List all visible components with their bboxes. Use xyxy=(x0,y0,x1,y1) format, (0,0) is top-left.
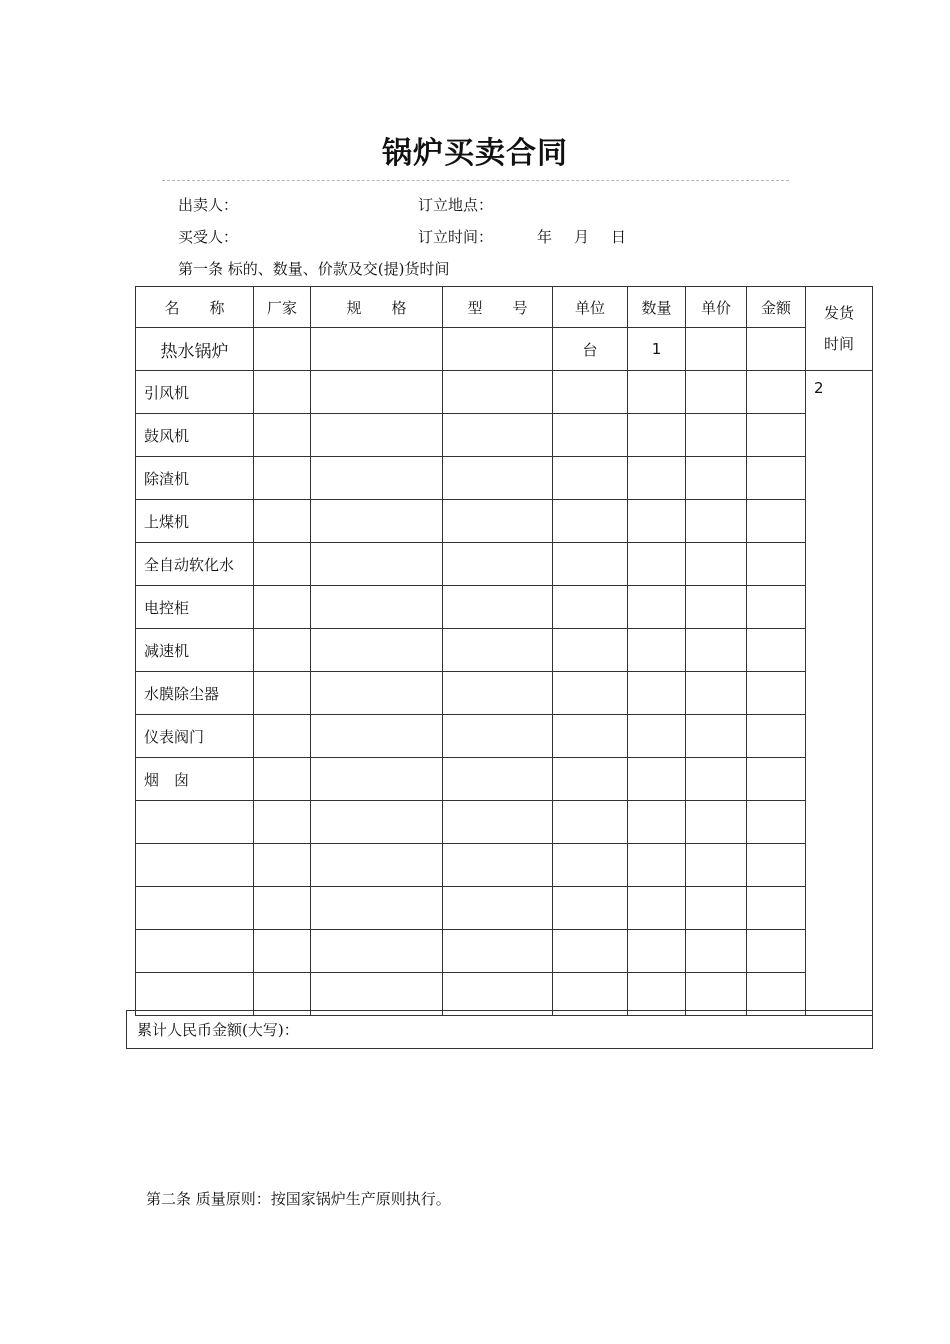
cell-amount xyxy=(747,543,806,586)
cell-name xyxy=(136,801,254,844)
cell-name: 热水锅炉 xyxy=(136,328,254,371)
cell-name: 鼓风机 xyxy=(136,414,254,457)
cell-spec xyxy=(311,930,443,973)
seller-label: 出卖人： xyxy=(178,196,239,214)
cell-unit-price xyxy=(686,887,747,930)
cell-quantity xyxy=(628,586,686,629)
cell-quantity: 1 xyxy=(628,328,686,371)
cell-name xyxy=(136,930,254,973)
year-label: 年 xyxy=(537,228,553,246)
cell-model xyxy=(443,758,553,801)
table-row xyxy=(136,844,873,887)
cell-maker xyxy=(254,758,311,801)
table-row xyxy=(136,414,873,457)
cell-amount xyxy=(747,586,806,629)
cell-quantity xyxy=(628,672,686,715)
cell-unit-price xyxy=(686,758,747,801)
table-row xyxy=(136,887,873,930)
header-maker: 厂家 xyxy=(254,287,311,328)
cell-name xyxy=(136,844,254,887)
cell-name: 除渣机 xyxy=(136,457,254,500)
cell-maker xyxy=(254,586,311,629)
cell-unit-price xyxy=(686,672,747,715)
cell-ship-time xyxy=(806,371,873,1016)
cell-quantity xyxy=(628,371,686,414)
cell-amount xyxy=(747,930,806,973)
header-spec: 规 格 xyxy=(311,287,443,328)
cell-maker xyxy=(254,715,311,758)
cell-maker xyxy=(254,672,311,715)
cell-unit-price xyxy=(686,543,747,586)
cell-unit-price xyxy=(686,457,747,500)
buyer-label: 买受人： xyxy=(178,228,239,246)
cell-model xyxy=(443,586,553,629)
cell-name: 电控柜 xyxy=(136,586,254,629)
table-row xyxy=(136,543,873,586)
title-divider xyxy=(162,180,789,181)
cell-unit-price xyxy=(686,629,747,672)
cell-model xyxy=(443,801,553,844)
time-label: 订立时间： xyxy=(418,228,494,246)
cell-amount xyxy=(747,371,806,414)
cell-unit xyxy=(553,543,628,586)
cell-spec xyxy=(311,500,443,543)
cell-unit xyxy=(553,629,628,672)
cell-unit xyxy=(553,715,628,758)
cell-spec xyxy=(311,328,443,371)
table-row xyxy=(136,672,873,715)
cell-model xyxy=(443,414,553,457)
table-row xyxy=(136,586,873,629)
cell-unit-price xyxy=(686,844,747,887)
cell-maker xyxy=(254,543,311,586)
table-header-row xyxy=(136,287,873,328)
cell-unit-price xyxy=(686,328,747,371)
goods-table xyxy=(135,286,873,1016)
cell-name: 水膜除尘器 xyxy=(136,672,254,715)
article-1-heading: 第一条 标的、数量、价款及交(提)货时间 xyxy=(178,260,450,278)
header-ship-time-line1: 发货 xyxy=(823,303,854,322)
cell-unit-price xyxy=(686,586,747,629)
cell-unit xyxy=(553,930,628,973)
cell-quantity xyxy=(628,715,686,758)
cell-model xyxy=(443,328,553,371)
cell-model xyxy=(443,543,553,586)
cell-quantity xyxy=(628,801,686,844)
cell-spec xyxy=(311,758,443,801)
cell-unit-price xyxy=(686,500,747,543)
cell-maker xyxy=(254,844,311,887)
cell-unit xyxy=(553,500,628,543)
cell-quantity xyxy=(628,887,686,930)
cell-model xyxy=(443,930,553,973)
cell-amount xyxy=(747,715,806,758)
table-row xyxy=(136,371,873,414)
cell-unit xyxy=(553,457,628,500)
cell-model xyxy=(443,887,553,930)
cell-unit xyxy=(553,371,628,414)
header-name: 名 称 xyxy=(136,287,254,328)
cell-quantity xyxy=(628,500,686,543)
cell-spec xyxy=(311,457,443,500)
table-row xyxy=(136,457,873,500)
cell-name: 烟 囱 xyxy=(136,758,254,801)
table-row xyxy=(136,758,873,801)
table-row xyxy=(136,328,873,371)
cell-amount xyxy=(747,801,806,844)
cell-name xyxy=(136,887,254,930)
place-label: 订立地点： xyxy=(418,196,494,214)
cell-quantity xyxy=(628,930,686,973)
cell-spec xyxy=(311,586,443,629)
cell-unit xyxy=(553,414,628,457)
cell-model xyxy=(443,371,553,414)
cell-maker xyxy=(254,887,311,930)
cell-maker xyxy=(254,629,311,672)
cell-amount xyxy=(747,887,806,930)
cell-maker xyxy=(254,500,311,543)
cell-spec xyxy=(311,844,443,887)
cell-spec xyxy=(311,629,443,672)
header-model: 型 号 xyxy=(443,287,553,328)
day-label: 日 xyxy=(611,228,627,246)
cell-unit xyxy=(553,801,628,844)
cell-maker xyxy=(254,414,311,457)
header-quantity: 数量 xyxy=(628,287,686,328)
cell-spec xyxy=(311,715,443,758)
cell-quantity xyxy=(628,414,686,457)
cell-unit-price xyxy=(686,414,747,457)
header-amount: 金额 xyxy=(747,287,806,328)
table-row xyxy=(136,930,873,973)
cell-maker xyxy=(254,371,311,414)
cell-quantity xyxy=(628,543,686,586)
cell-amount xyxy=(747,629,806,672)
cell-model xyxy=(443,500,553,543)
cell-quantity xyxy=(628,758,686,801)
cell-spec xyxy=(311,414,443,457)
cell-spec xyxy=(311,371,443,414)
cell-name: 引风机 xyxy=(136,371,254,414)
cell-quantity xyxy=(628,629,686,672)
cell-amount xyxy=(747,414,806,457)
cell-unit xyxy=(553,586,628,629)
cell-spec xyxy=(311,672,443,715)
cell-quantity xyxy=(628,457,686,500)
header-unit: 单位 xyxy=(553,287,628,328)
cell-spec xyxy=(311,543,443,586)
cell-unit xyxy=(553,672,628,715)
cell-maker xyxy=(254,930,311,973)
cell-model xyxy=(443,844,553,887)
cell-name: 上煤机 xyxy=(136,500,254,543)
document-title: 锅炉买卖合同 xyxy=(382,136,568,171)
cell-unit: 台 xyxy=(553,328,628,371)
cell-amount xyxy=(747,457,806,500)
cell-amount xyxy=(747,500,806,543)
ship-time-value: 2 xyxy=(814,379,824,397)
cell-unit xyxy=(553,844,628,887)
total-amount-label: 累计人民币金额(大写)： xyxy=(137,1021,299,1039)
table-row xyxy=(136,629,873,672)
cell-unit-price xyxy=(686,371,747,414)
cell-model xyxy=(443,457,553,500)
header-ship-time-line2: 时间 xyxy=(823,334,854,353)
cell-name: 全自动软化水 xyxy=(136,543,254,586)
cell-amount xyxy=(747,758,806,801)
cell-maker xyxy=(254,457,311,500)
cell-amount xyxy=(747,844,806,887)
table-row xyxy=(136,715,873,758)
header-unit-price: 单价 xyxy=(686,287,747,328)
month-label: 月 xyxy=(574,228,590,246)
cell-quantity xyxy=(628,844,686,887)
cell-maker xyxy=(254,801,311,844)
header-ship-time xyxy=(806,287,873,371)
cell-spec xyxy=(311,887,443,930)
cell-amount xyxy=(747,328,806,371)
cell-unit-price xyxy=(686,715,747,758)
cell-unit xyxy=(553,887,628,930)
cell-name: 仪表阀门 xyxy=(136,715,254,758)
cell-unit-price xyxy=(686,801,747,844)
cell-name: 减速机 xyxy=(136,629,254,672)
cell-maker xyxy=(254,328,311,371)
cell-model xyxy=(443,629,553,672)
table-row xyxy=(136,500,873,543)
total-amount-row xyxy=(126,1010,873,1049)
table-row xyxy=(136,801,873,844)
cell-model xyxy=(443,715,553,758)
cell-unit-price xyxy=(686,930,747,973)
cell-spec xyxy=(311,801,443,844)
cell-amount xyxy=(747,672,806,715)
cell-model xyxy=(443,672,553,715)
article-2-text: 第二条 质量原则：按国家锅炉生产原则执行。 xyxy=(146,1190,451,1208)
cell-unit xyxy=(553,758,628,801)
